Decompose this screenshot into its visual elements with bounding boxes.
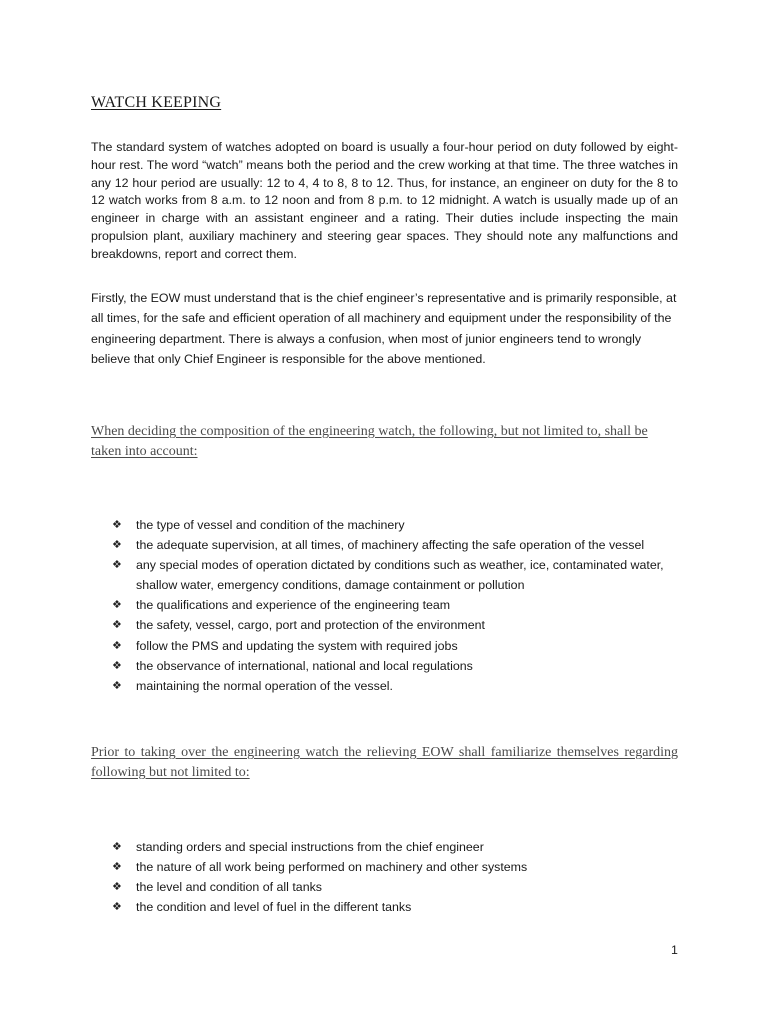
section-heading-watch-handover: Prior to taking over the engineering watch the relieving EOW shall familiarize themselves regarding following but not limited to:: [91, 745, 678, 780]
diamond-bullet-icon: ❖: [112, 618, 122, 632]
diamond-bullet-icon: ❖: [112, 558, 122, 572]
list-item-text: any special modes of operation dictated by conditions such as weather, ice, contaminated water, shallow water, emergency conditions, damage containment or pollution: [136, 558, 664, 593]
list-item-text: the qualifications and experience of the engineering team: [136, 598, 451, 613]
section-heading-watch-composition: When deciding the composition of the engineering watch, the following, but not limited to, shall be taken into account:: [91, 424, 648, 459]
responsibility-paragraph: Firstly, the EOW must understand that is the chief engineer’s representative and is primarily responsible, at all times, for the safe and efficient operation of all machinery and equipment under the responsibility of the engineering department. There is always a confusion, when most of junior engineers tend to wrongly believe that only Chief Engineer is responsible for the above mentioned.: [91, 291, 677, 366]
list-item-text: maintaining the normal operation of the vessel.: [136, 678, 393, 693]
diamond-bullet-icon: ❖: [112, 860, 122, 873]
diamond-bullet-icon: ❖: [112, 658, 122, 672]
diamond-bullet-icon: ❖: [112, 880, 122, 893]
list-item-text: the level and condition of all tanks: [136, 880, 322, 894]
list-item-text: the type of vessel and condition of the machinery: [136, 518, 405, 532]
diamond-bullet-icon: ❖: [112, 598, 122, 612]
watch-handover-list: [112, 837, 672, 917]
page-number: 1: [671, 943, 678, 957]
diamond-bullet-icon: ❖: [112, 638, 122, 652]
list-item-text: the adequate supervision, at all times, of machinery affecting the safe operation of the vessel: [136, 538, 645, 553]
watch-composition-list: [112, 515, 672, 696]
list-item: [112, 515, 672, 535]
list-item: [112, 555, 672, 595]
list-item-text: the safety, vessel, cargo, port and protection of the environment: [136, 618, 485, 633]
diamond-bullet-icon: ❖: [112, 678, 122, 692]
list-item-text: the observance of international, national and local regulations: [136, 658, 473, 673]
list-item: [112, 897, 672, 917]
list-item: [112, 656, 672, 676]
diamond-bullet-icon: ❖: [112, 900, 122, 913]
list-item: [112, 837, 672, 857]
page-title: WATCH KEEPING: [91, 94, 222, 111]
list-item-text: the nature of all work being performed on machinery and other systems: [136, 860, 528, 874]
list-item: [112, 676, 672, 696]
intro-paragraph: The standard system of watches adopted on board is usually a four-hour period on duty followed by eight-hour rest. The word “watch” means both the period and the crew working at that time. The three watches in any 12 hour period are usually: 12 to 4, 4 to 8, 8 to 12. Thus, for instance, an engineer on duty for the 8 to 12 watch works from 8 a.m. to 12 noon and from 8 p.m. to 12 midnight. A watch is usually made up of an engineer in charge with an assistant engineer and a rating. Their duties include inspecting the main propulsion plant, auxiliary machinery and steering gear spaces. They should note any malfunctions and breakdowns, report and correct them.: [91, 140, 678, 261]
list-item-text: follow the PMS and updating the system with required jobs: [136, 638, 458, 653]
list-item: [112, 636, 672, 656]
list-item: [112, 595, 672, 615]
list-item: [112, 615, 672, 635]
list-item-text: the condition and level of fuel in the different tanks: [136, 900, 412, 914]
list-item-text: standing orders and special instructions from the chief engineer: [136, 840, 484, 854]
list-item: [112, 857, 672, 877]
diamond-bullet-icon: ❖: [112, 840, 122, 853]
diamond-bullet-icon: ❖: [112, 518, 122, 531]
list-item: [112, 535, 672, 555]
diamond-bullet-icon: ❖: [112, 538, 122, 552]
list-item: [112, 877, 672, 897]
